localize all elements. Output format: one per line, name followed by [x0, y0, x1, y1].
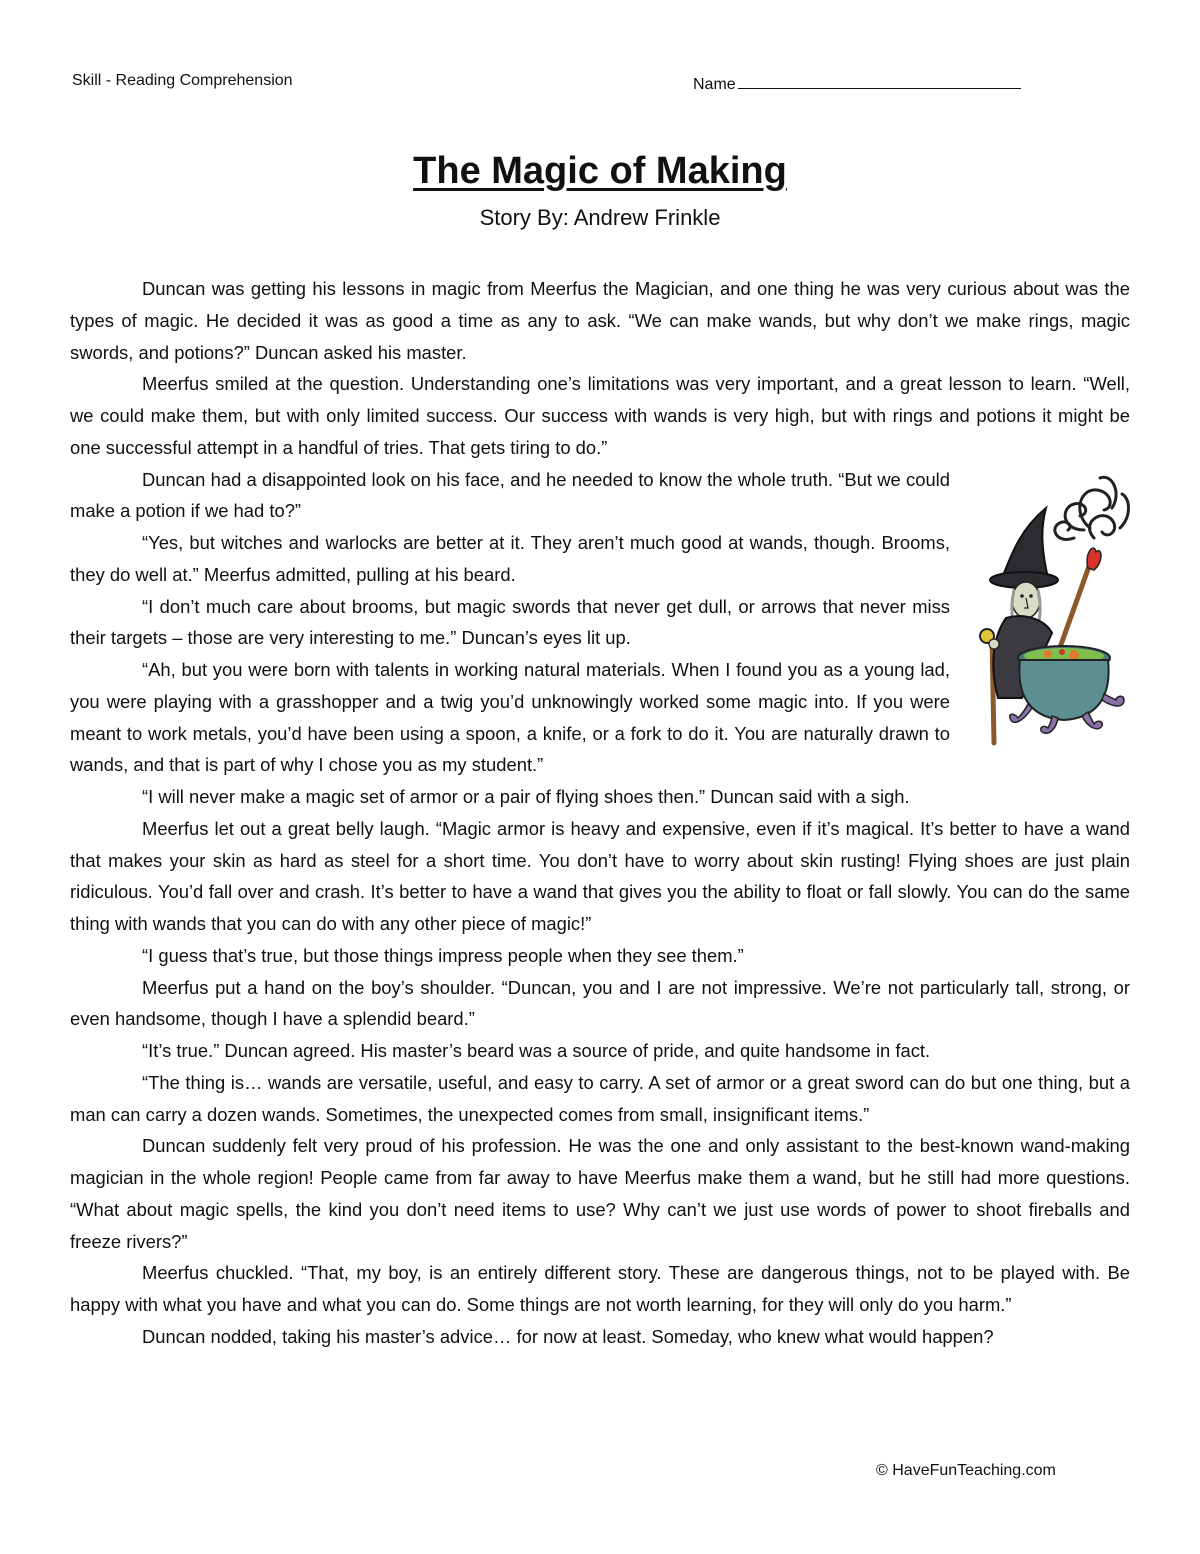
story-paragraph: Meerfus smiled at the question. Understanding one’s limitations was very important, and a great lesson to learn. “Well, we could make them, but with only limited success. Our success with wands is very high, but with rings and potions it might be one successful attempt in a handful of tries. That gets tiring to do.” — [70, 373, 1130, 458]
story-author: Story By: Andrew Frinkle — [479, 205, 721, 230]
story-paragraph: Meerfus chuckled. “That, my boy, is an entirely different story. These are dangerous things, not to be played with. Be happy with what you have and what you can do. Some things are not worth learning, for they will only do you harm.” — [70, 1262, 1130, 1315]
skill-label: Skill - Reading Comprehension — [72, 72, 293, 89]
story-paragraph: “Ah, but you were born with talents in working natural materials. When I found you as a young lad, you were playing with a grasshopper and a twig you’d unknowingly worked some magic into. If you were meant to work metals, you’d have been using a spoon, a knife, or a fork to do it. You are naturally drawn to wands, and that is part of why I chose you as my student.” — [70, 659, 950, 776]
story-paragraph: “I don’t much care about brooms, but magic swords that never get dull, or arrows that never miss their targets – those are very interesting to me.” Duncan’s eyes lit up. — [70, 595, 950, 649]
witch-cauldron-icon — [962, 468, 1132, 748]
name-blank-line[interactable] — [738, 72, 1021, 89]
story-body — [70, 273, 1130, 1353]
story-paragraph: Meerfus put a hand on the boy’s shoulder. “Duncan, you and I are not impressive. We’re not particularly tall, strong, or even handsome, though I have a splendid beard.” — [70, 976, 1130, 1030]
story-paragraph: Meerfus let out a great belly laugh. “Magic armor is heavy and expensive, even if it’s magical. It’s better to have a wand that makes your skin as hard as steel for a short time. You don’t have to worry about skin rusting! Flying shoes are just plain ridiculous. You’d fall over and crash. It’s better to have a wand that gives you the ability to float or fall slowly. You can do the same thing with wands that you can do with any other piece of magic!” — [70, 817, 1130, 934]
story-paragraph: “I will never make a magic set of armor or a pair of flying shoes then.” Duncan said with a sigh. — [142, 786, 910, 807]
story-paragraph: “I guess that’s true, but those things impress people when they see them.” — [142, 944, 744, 966]
story-title: The Magic of Making — [413, 150, 787, 192]
name-label: Name — [693, 76, 736, 93]
story-paragraph: Duncan was getting his lessons in magic from Meerfus the Magician, and one thing he was very curious about was the types of magic. He decided it was as good a time as any to ask. “We can make wands, but why don’t we make rings, magic swords, and potions?” Duncan asked his master. — [70, 278, 1130, 363]
story-paragraph: Duncan nodded, taking his master’s advice… for now at least. Someday, who knew what would happen? — [142, 1325, 994, 1347]
copyright-footer: © HaveFunTeaching.com — [876, 1462, 1056, 1479]
name-field — [693, 72, 1021, 94]
story-paragraph: “The thing is… wands are versatile, useful, and easy to carry. A set of armor or a great sword can do but one thing, but a man can carry a dozen wands. Sometimes, the unexpected comes from small, insignificant items.” — [70, 1071, 1130, 1125]
story-paragraph: Duncan had a disappointed look on his face, and he needed to know the whole truth. “But we could make a potion if we had to?” — [70, 468, 950, 522]
story-paragraph: “It’s true.” Duncan agreed. His master’s beard was a source of pride, and quite handsome in fact. — [142, 1040, 931, 1061]
story-paragraph: “Yes, but witches and warlocks are better at it. They aren’t much good at wands, though. Brooms, they do well at.” Meerfus admitted, pulling at his beard. — [70, 532, 950, 585]
story-paragraph: Duncan suddenly felt very proud of his profession. He was the one and only assistant to the best-known wand-making magician in the whole region! People came from far away to have Meerfus make them a wand, but he still had more questions. “What about magic spells, the kind you don’t need items to use? Why can’t we just use words of power to shoot fireballs and freeze rivers?” — [70, 1135, 1130, 1252]
